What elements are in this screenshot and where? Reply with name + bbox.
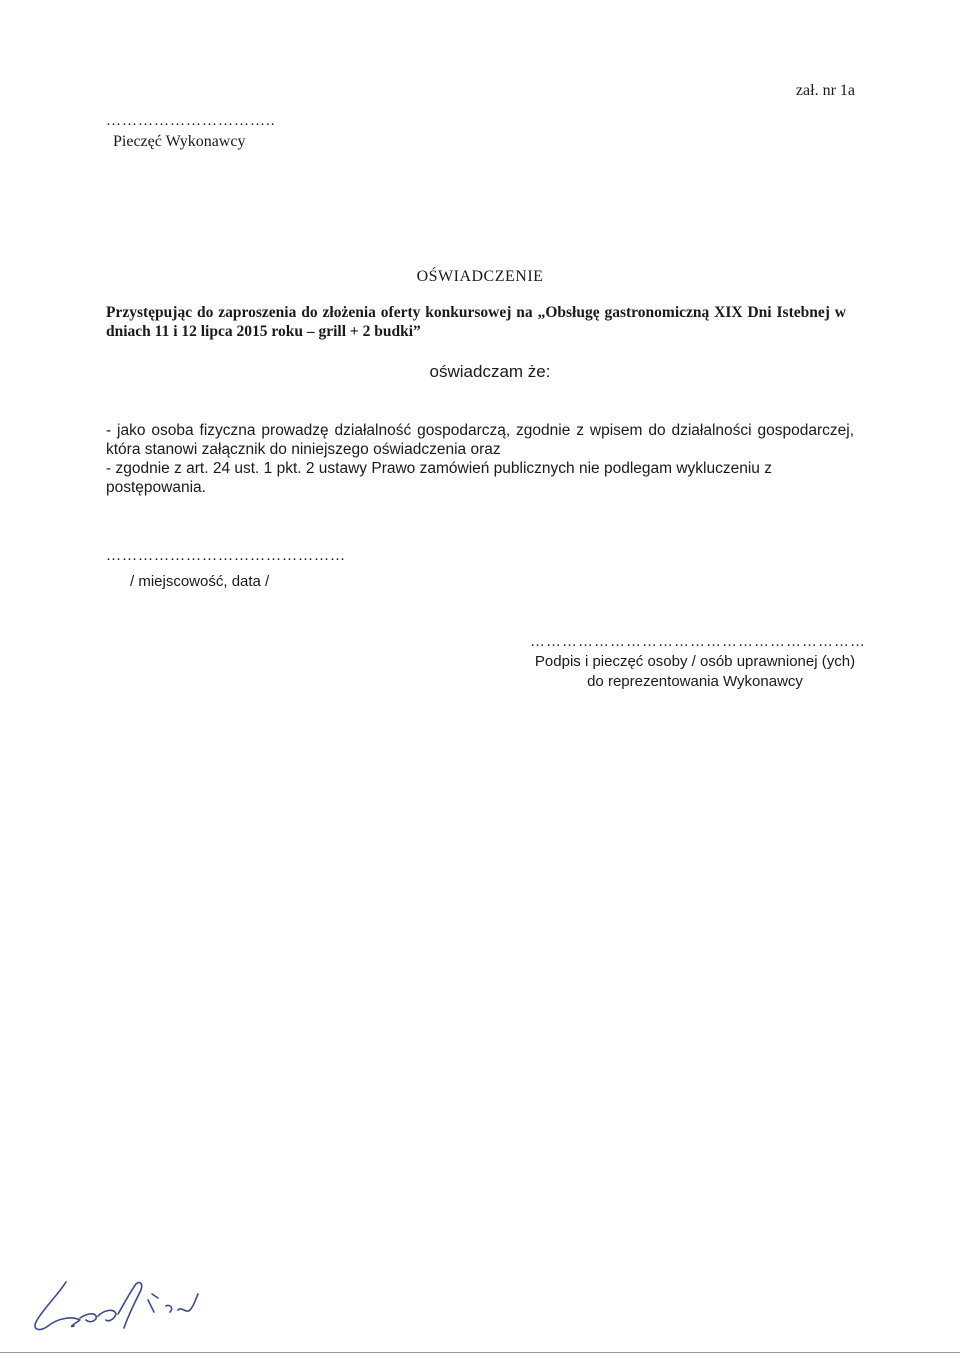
- place-date-line: ………………………………………: [106, 548, 346, 564]
- signature-caption-line-2: do reprezentowania Wykonawcy: [587, 673, 803, 690]
- handwritten-signature: [28, 1270, 243, 1340]
- document-title: OŚWIADCZENIE: [416, 268, 544, 285]
- statements-block: [106, 421, 854, 497]
- declaration-subheading: oświadczam że:: [429, 362, 551, 381]
- signature-caption-line-1: Podpis i pieczęć osoby / osób uprawnionej (ych): [534, 653, 856, 670]
- signature-caption: [530, 632, 866, 692]
- scan-bottom-edge: [0, 1352, 960, 1353]
- intro-paragraph: Przystępując do zaproszenia do złożenia oferty konkursowej na „Obsługę gastronomiczną XIX Dni Istebnej w dniach 11 i 12 lipca 2015 roku – grill + 2 budki”: [106, 304, 846, 340]
- annex-number: zał. nr 1a: [795, 82, 855, 99]
- contractor-stamp-label: Pieczęć Wykonawcy: [113, 133, 246, 150]
- signature-dots: ………………………………………………………: [530, 633, 866, 650]
- place-date-label: / miejscowość, data /: [130, 573, 270, 590]
- stamp-placeholder-line: …………………………..: [106, 113, 276, 129]
- statement-no-exclusion: - zgodnie z art. 24 ust. 1 pkt. 2 ustawy Prawo zamówień publicznych nie podlegam wykluczeniu z postępowania.: [106, 460, 772, 496]
- statement-business-activity: - jako osoba fizyczna prowadzę działalność gospodarczą, zgodnie z wpisem do działalności gospodarczej, która stanowi załącznik do niniejszego oświadczenia oraz: [106, 422, 854, 458]
